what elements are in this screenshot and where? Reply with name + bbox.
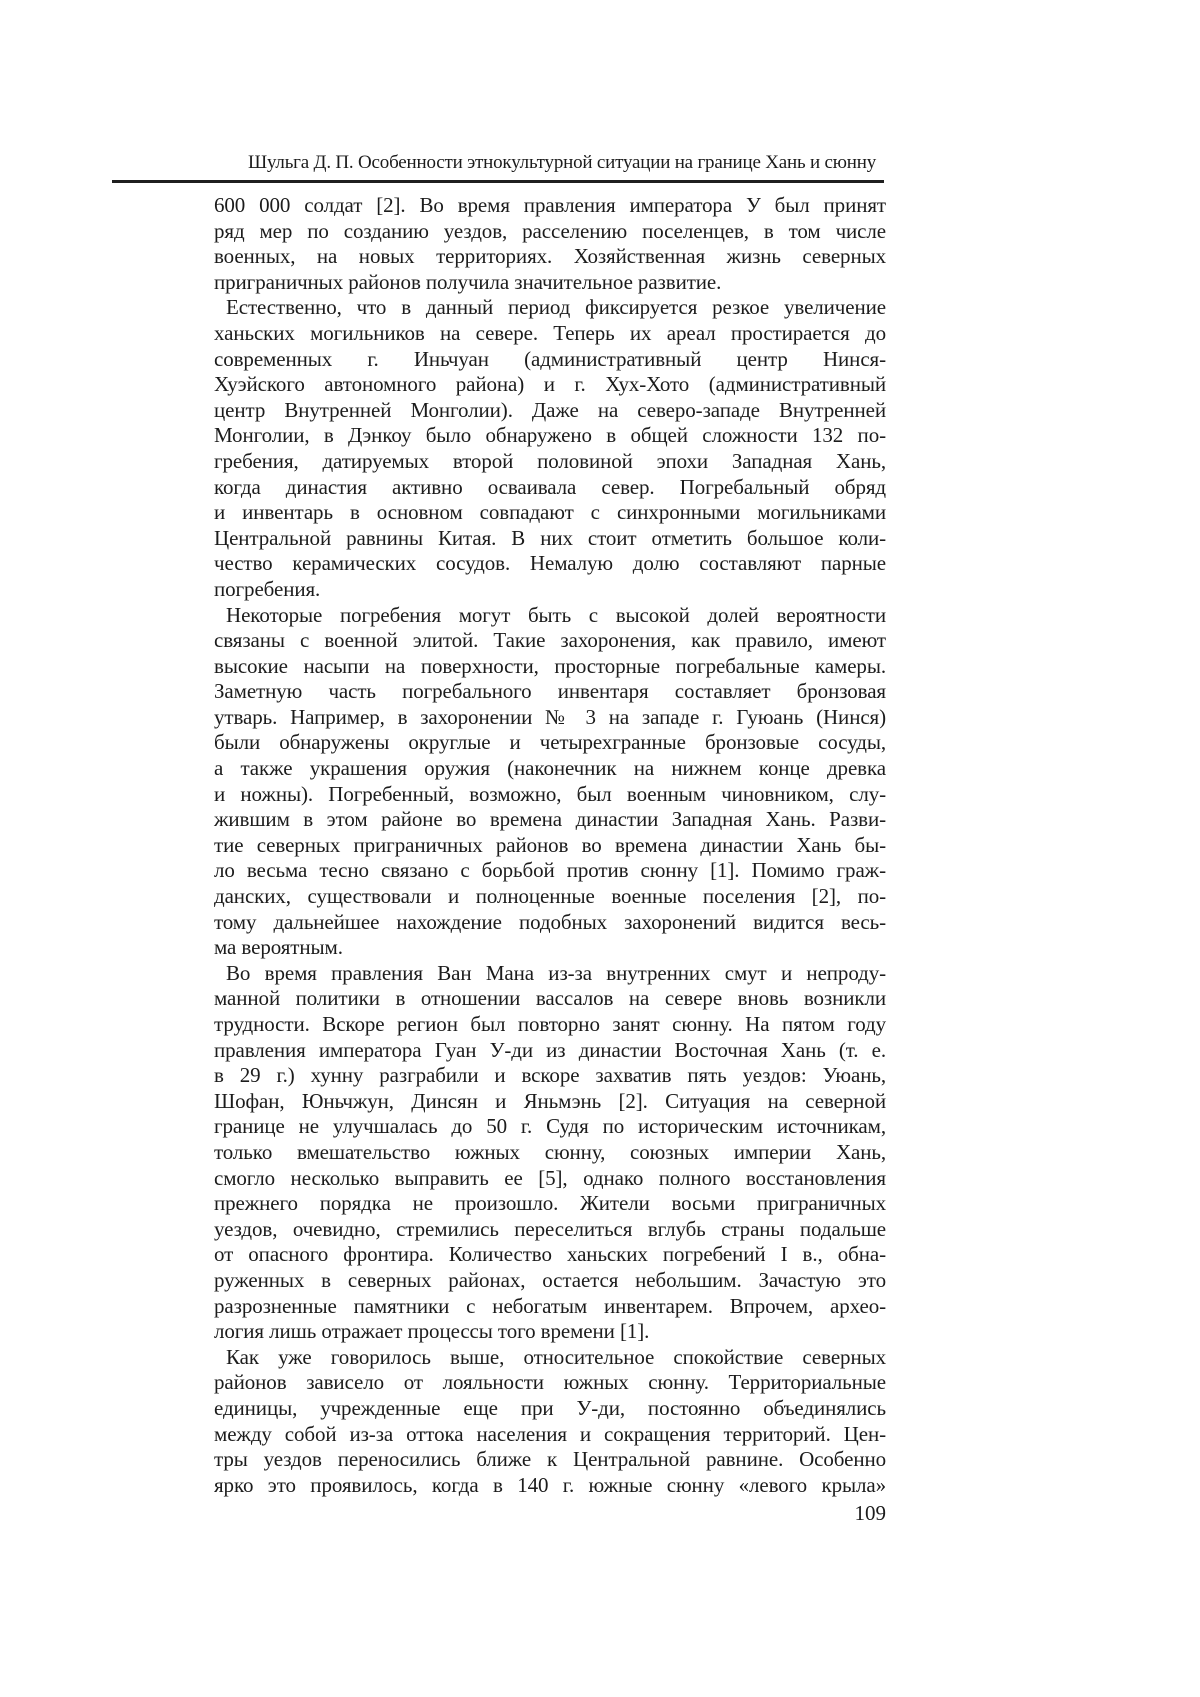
- text-line: между собой из-за оттока населения и сокращения территорий. Цен-: [214, 1421, 886, 1446]
- text-line: ярко это проявилось, когда в 140 г. южные сюнну «левого крыла»: [214, 1472, 886, 1497]
- text-line: утварь. Например, в захоронении № 3 на западе г. Гуюань (Нинся): [214, 704, 886, 729]
- text-line: логия лишь отражает процессы того времени [1].: [214, 1319, 650, 1344]
- text-line: от опасного фронтира. Количество ханьских погребений I в., обна-: [214, 1242, 886, 1267]
- text-line: были обнаружены округлые и четырехгранные бронзовые сосуды,: [214, 730, 886, 755]
- text-line: границе не улучшалась до 50 г. Судя по историческим источникам,: [214, 1114, 886, 1139]
- page-number: 109: [854, 1501, 886, 1525]
- text-line: военных, на новых территориях. Хозяйственная жизнь северных: [214, 244, 886, 269]
- text-line: ханьских могильников на севере. Теперь их ареал простирается до: [214, 320, 886, 345]
- text-line: Естественно, что в данный период фиксируется резкое увеличение: [226, 295, 886, 320]
- text-line: руженных в северных районах, остается небольшим. Зачастую это: [214, 1267, 886, 1292]
- running-header: Шульга Д. П. Особенности этнокультурной ситуации на границе Хань и сюнну: [248, 152, 876, 173]
- text-line: гребения, датируемых второй половиной эпохи Западная Хань,: [214, 448, 886, 473]
- text-line: в 29 г.) хунну разграбили и вскоре захватив пять уездов: Уюань,: [214, 1063, 886, 1088]
- text-line: данских, существовали и полноценные военные поселения [2], по-: [214, 884, 886, 909]
- text-line: Монголии, в Дэнкоу было обнаружено в общей сложности 132 по-: [214, 423, 886, 448]
- text-line: Во время правления Ван Мана из-за внутренних смут и непроду-: [226, 960, 886, 985]
- text-line: и ножны). Погребенный, возможно, был военным чиновником, слу-: [214, 781, 886, 806]
- text-line: правления императора Гуан У-ди из династии Восточная Хань (т. е.: [214, 1037, 886, 1062]
- text-line: только вмешательство южных сюнну, союзных империи Хань,: [214, 1139, 886, 1164]
- text-line: разрозненные памятники с небогатым инвентарем. Впрочем, архео-: [214, 1293, 886, 1318]
- text-line: Заметную часть погребального инвентаря составляет бронзовая: [214, 679, 886, 704]
- text-line: Хуэйского автономного района) и г. Хух-Хото (административный: [214, 372, 886, 397]
- text-line: смогло несколько выправить ее [5], однако полного восстановления: [214, 1165, 886, 1190]
- text-line: Как уже говорилось выше, относительное спокойствие северных: [226, 1344, 886, 1369]
- text-line: ма вероятным.: [214, 935, 343, 960]
- text-line: и инвентарь в основном совпадают с синхронными могильниками: [214, 500, 886, 525]
- text-line: тие северных приграничных районов во времена династии Хань бы-: [214, 832, 886, 857]
- text-line: ло весьма тесно связано с борьбой против сюнну [1]. Помимо граж-: [214, 858, 886, 883]
- text-line: ряд мер по созданию уездов, расселению поселенцев, в том числе: [214, 218, 886, 243]
- text-line: уездов, очевидно, стремились переселиться вглубь страны подальше: [214, 1216, 886, 1241]
- text-line: Шофан, Юньчжун, Динсян и Яньмэнь [2]. Ситуация на северной: [214, 1088, 886, 1113]
- text-line: погребения.: [214, 576, 321, 601]
- text-line: приграничных районов получила значительное развитие.: [214, 269, 722, 294]
- body-text: [214, 193, 886, 1498]
- text-line: единицы, учрежденные еще при У-ди, постоянно объединялись: [214, 1395, 886, 1420]
- text-line: связаны с военной элитой. Такие захоронения, как правило, имеют: [214, 628, 886, 653]
- text-line: тры уездов переносились ближе к Центральной равнине. Особенно: [214, 1447, 886, 1472]
- text-line: Центральной равнины Китая. В них стоит отметить большое коли-: [214, 525, 886, 550]
- text-line: прежнего порядка не произошло. Жители восьми приграничных: [214, 1191, 886, 1216]
- text-line: трудности. Вскоре регион был повторно занят сюнну. На пятом году: [214, 1012, 886, 1036]
- header-rule: [112, 180, 884, 183]
- text-line: тому дальнейшее нахождение подобных захоронений видится весь-: [214, 909, 886, 934]
- text-line: Некоторые погребения могут быть с высокой долей вероятности: [226, 602, 886, 627]
- text-line: 600 000 солдат [2]. Во время правления императора У был принят: [214, 193, 886, 217]
- text-line: когда династия активно осваивала север. Погребальный обряд: [214, 474, 886, 499]
- text-line: центр Внутренней Монголии). Даже на северо-западе Внутренней: [214, 397, 886, 422]
- text-line: чество керамических сосудов. Немалую долю составляют парные: [214, 551, 886, 576]
- text-line: высокие насыпи на поверхности, просторные погребальные камеры.: [214, 653, 886, 678]
- text-line: районов зависело от лояльности южных сюнну. Территориальные: [214, 1370, 886, 1395]
- text-line: манной политики в отношении вассалов на севере вновь возникли: [214, 986, 886, 1011]
- text-line: современных г. Иньчуан (административный центр Нинся-: [214, 346, 886, 371]
- text-line: жившим в этом районе во времена династии Западная Хань. Разви-: [214, 807, 886, 832]
- text-line: а также украшения оружия (наконечник на нижнем конце древка: [214, 756, 886, 781]
